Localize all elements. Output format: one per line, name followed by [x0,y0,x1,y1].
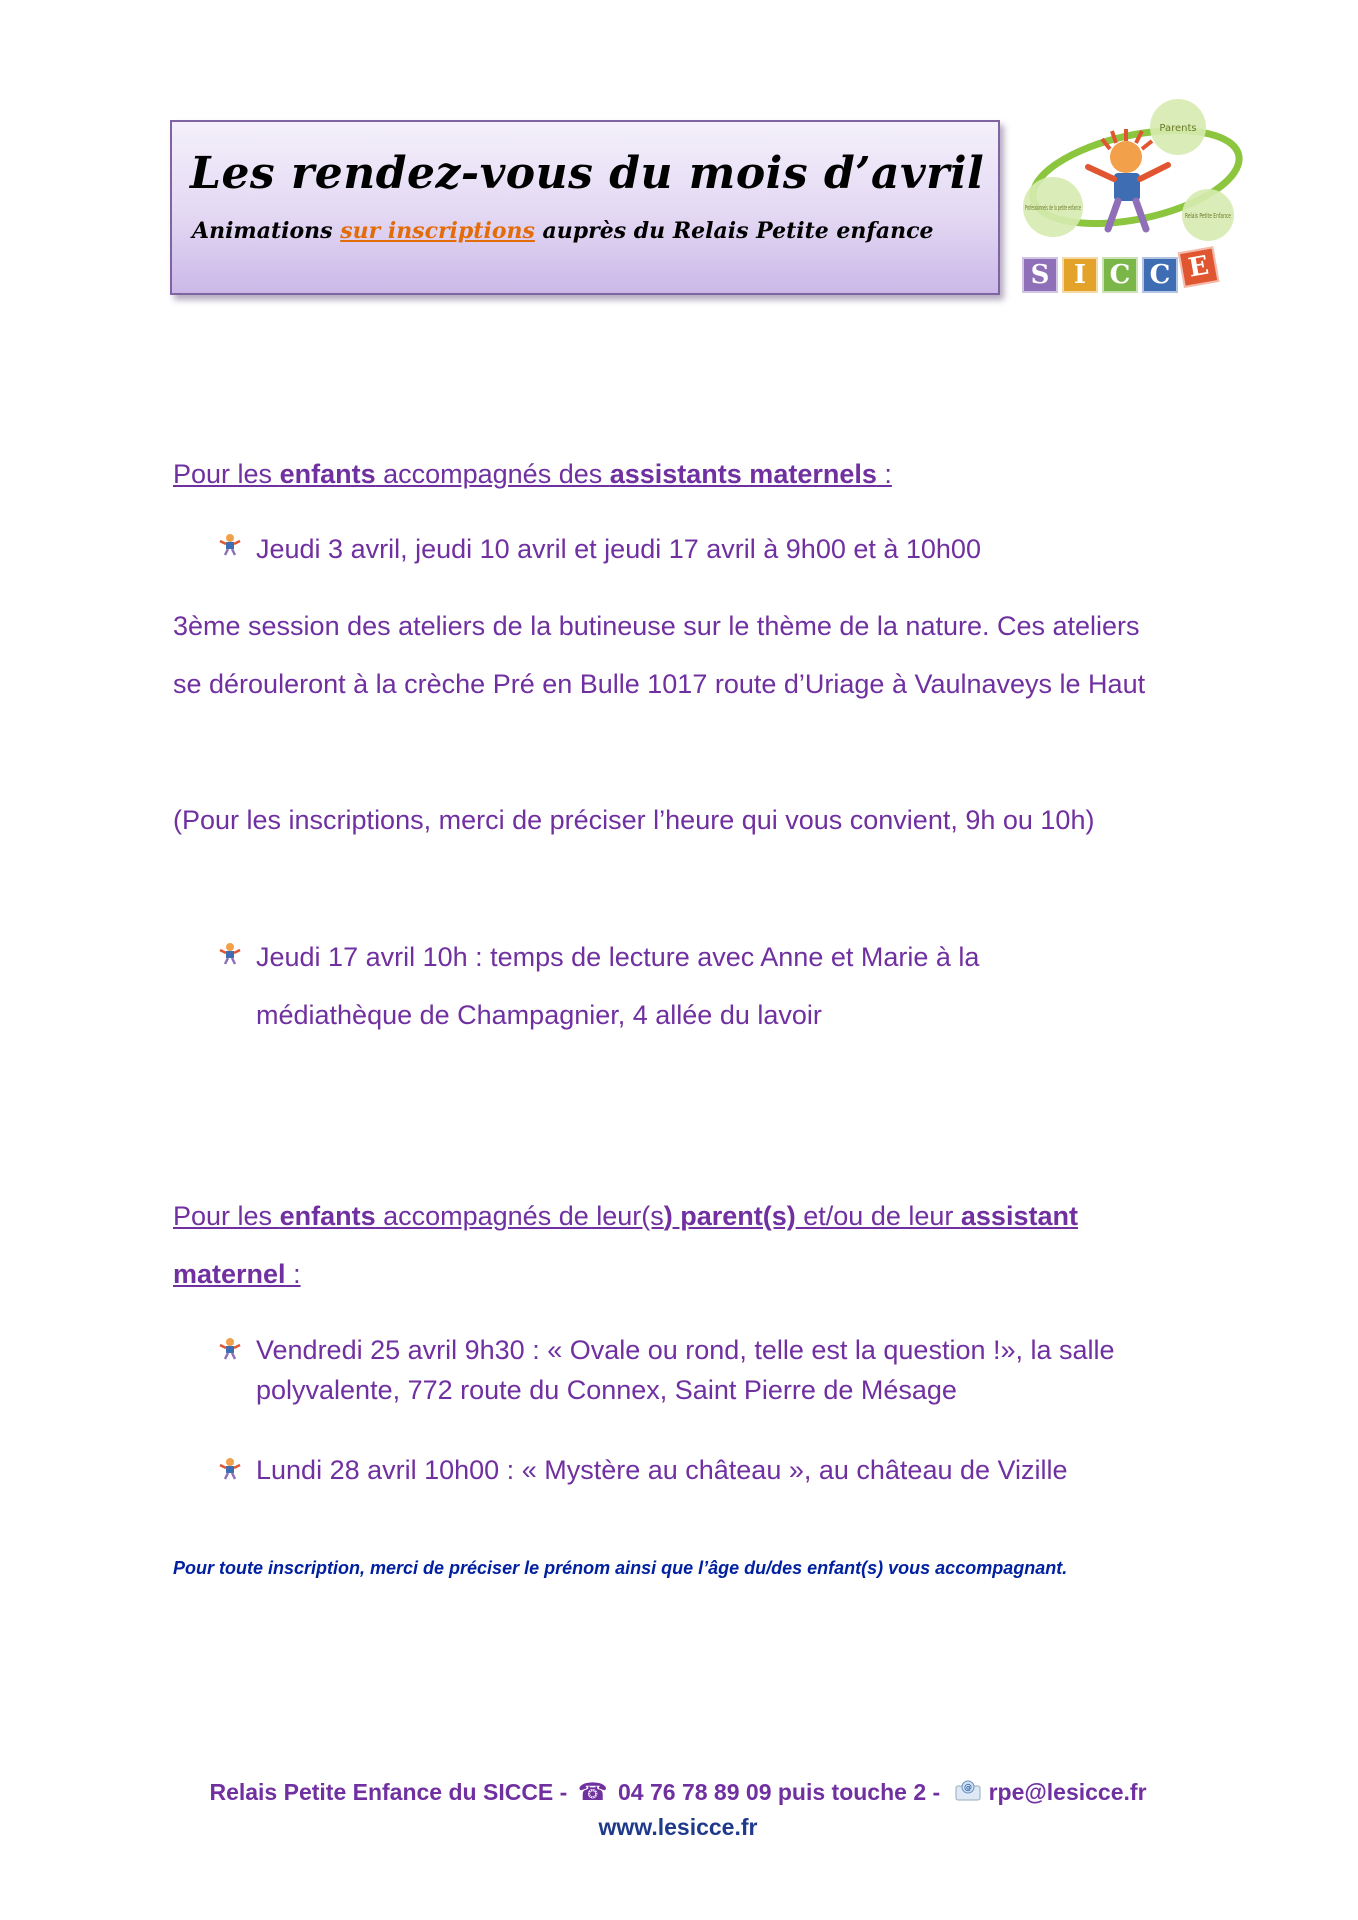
logo-letters [1022,250,1218,293]
s2-heading-f: assistant maternel [173,1201,1078,1289]
s2-heading-e: et/ou de leur [795,1201,961,1231]
s1-bullet2-text: Jeudi 17 avril 10h : temps de lecture avec Anne et Marie à la médiathèque de Champagnier, 4 allée du lavoir [256,942,980,1030]
logo-letter-c2: C [1142,257,1178,293]
footer-contact-line [173,1775,1183,1810]
list-item [218,532,1168,566]
logo-letter-s: S [1022,257,1058,293]
s1-heading-c: accompagnés des [375,459,610,489]
s1-heading-a: Pour les [173,459,280,489]
s2-heading-d: ) parent(s) [663,1201,796,1231]
email-icon [953,1778,983,1802]
child-bullet-icon [218,532,242,556]
s2-bullet2-text: Lundi 28 avril 10h00 : « Mystère au château », au château de Vizille [256,1455,1068,1485]
s1-heading-d: assistants maternels [609,459,877,489]
page-title: Les rendez-vous du mois d’avril [190,148,985,199]
logo-label-parents: Parents [1159,123,1197,134]
logo-letter-i: I [1062,257,1098,293]
list-item [218,1450,1168,1490]
s2-bullet1-text: Vendredi 25 avril 9h30 : « Ovale ou rond, telle est la question !», la salle polyvalente, 772 route du Connex, Saint Pierre de Mésage [256,1335,1115,1405]
s2-heading-b: enfants [279,1201,376,1231]
list-item [218,1330,1148,1410]
s1-heading-e: : [876,459,892,489]
s1-bullet1-text: Jeudi 3 avril, jeudi 10 avril et jeudi 17 avril à 9h00 et à 10h00 [256,534,981,564]
child-bullet-icon [218,941,242,965]
footer-org: Relais Petite Enfance du SICCE - [209,1779,574,1805]
child-bullet-icon [218,1456,242,1480]
svg-text:@: @ [963,1783,972,1792]
s2-heading-c: accompagnés de leur(s [375,1201,664,1231]
logo-label-pro: Professionnels de la petite enfance [1025,204,1081,212]
footer-website-link[interactable]: www.lesicce.fr [598,1814,758,1840]
s1-heading-b: enfants [279,459,376,489]
logo-letter-c1: C [1102,257,1138,293]
subtitle-end: auprès du Relais Petite enfance [534,218,934,244]
s2-heading-g: : [285,1259,301,1289]
child-bullet-icon [218,1336,242,1360]
page-subtitle [192,218,934,244]
section2-heading [173,1187,1183,1303]
list-item [218,928,1078,1044]
subtitle-accent: sur inscriptions [340,218,535,244]
footer [173,1775,1183,1844]
registration-note: Pour toute inscription, merci de préciser le prénom ainsi que l’âge du/des enfant(s) vous accompagnant. [173,1558,1068,1578]
section1-heading [173,445,1183,503]
s1-paragraph1: 3ème session des ateliers de la butineuse sur le thème de la nature. Ces ateliers se dérouleront à la crèche Pré en Bulle 1017 route d’Uriage à Vaulnaveys le Haut [173,611,1146,699]
s2-heading-a: Pour les [173,1201,280,1231]
logo-letter-e: E [1178,246,1220,288]
header-banner [170,120,1000,295]
logo-label-relais: Relais Petite Enfance [1185,212,1231,220]
footer-phone: 04 76 78 89 09 puis touche 2 - [611,1779,947,1805]
footer-email-link[interactable]: rpe@lesicce.fr [988,1779,1147,1805]
s1-paragraph2: (Pour les inscriptions, merci de préciser l’heure qui vous convient, 9h ou 10h) [173,805,1095,835]
phone-icon: ☎ [577,1779,608,1806]
subtitle-start: Animations [192,218,341,244]
